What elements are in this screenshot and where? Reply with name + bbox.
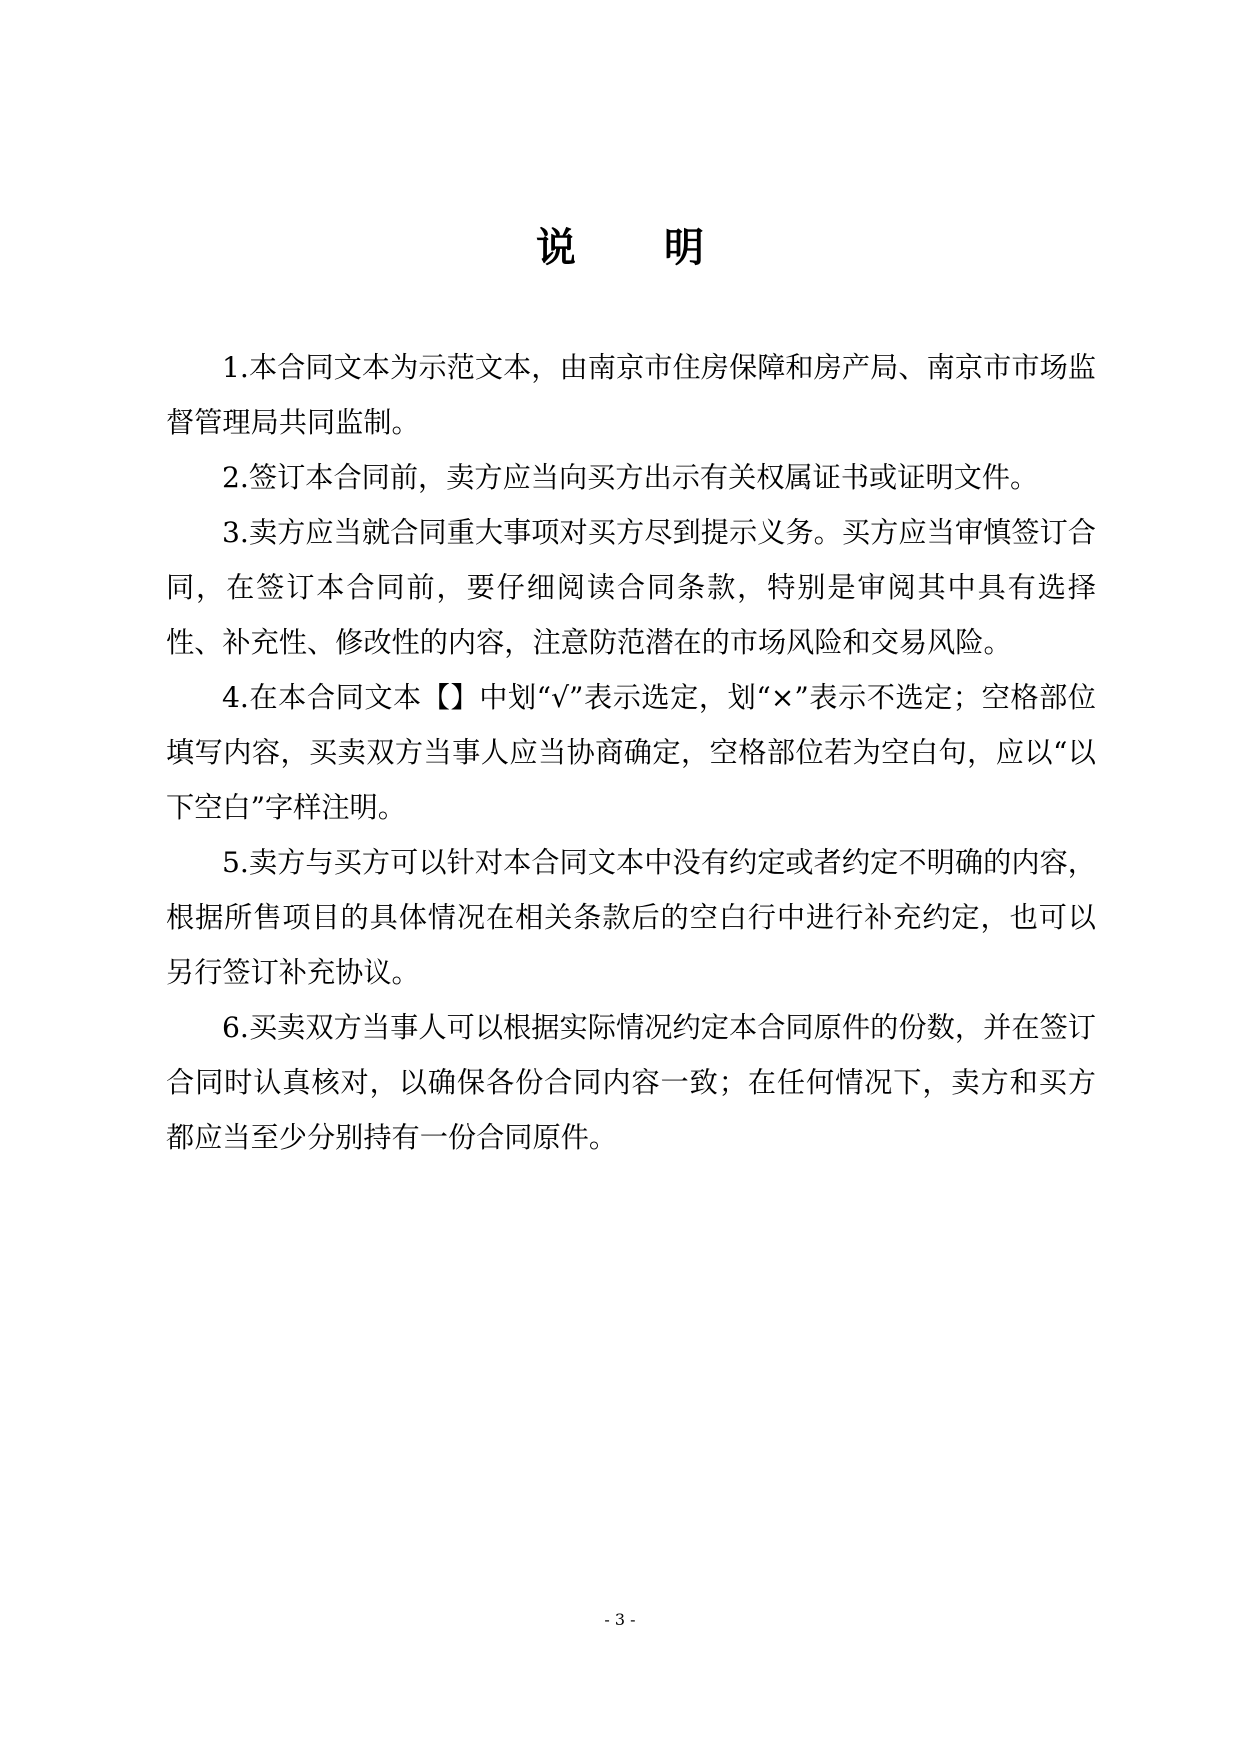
instruction-paragraph-4: 4.在本合同文本【】中划“√”表示选定，划“×”表示不选定；空格部位填写内容，买卖双方当事人应当协商确定，空格部位若为空白句，应以“以下空白”字样注明。 (166, 681, 1096, 824)
page-number: - 3 - (604, 1610, 636, 1629)
instruction-paragraph-1: 1.本合同文本为示范文本，由南京市住房保障和房产局、南京市市场监督管理局共同监制。 (166, 351, 1096, 439)
instruction-paragraph-3: 3.卖方应当就合同重大事项对买方尽到提示义务。买方应当审慎签订合同，在签订本合同前，要仔细阅读合同条款，特别是审阅其中具有选择性、补充性、修改性的内容，注意防范潜在的市场风险和交易风险。 (166, 516, 1096, 659)
title-char-2: 明 (664, 224, 704, 271)
title-char-1: 说 (536, 224, 576, 271)
instructions-body (166, 340, 1096, 1165)
instruction-paragraph-5: 5.卖方与买方可以针对本合同文本中没有约定或者约定不明确的内容，根据所售项目的具体情况在相关条款后的空白行中进行补充约定，也可以另行签订补充协议。 (166, 846, 1096, 989)
instruction-paragraph-2: 2.签订本合同前，卖方应当向买方出示有关权属证书或证明文件。 (222, 461, 1039, 494)
instruction-paragraph-6: 6.买卖双方当事人可以根据实际情况约定本合同原件的份数，并在签订合同时认真核对，以确保各份合同内容一致；在任何情况下，卖方和买方都应当至少分别持有一份合同原件。 (166, 1011, 1096, 1154)
page-title (0, 218, 1240, 278)
